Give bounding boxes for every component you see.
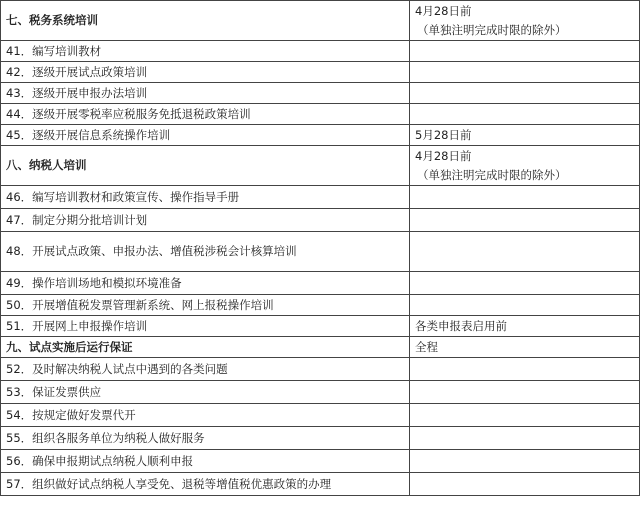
task-row	[1, 232, 640, 272]
task-row	[1, 125, 640, 146]
task-row	[1, 295, 640, 316]
deadline-cell	[410, 427, 640, 450]
section-row	[1, 1, 640, 41]
deadline-cell	[410, 381, 640, 404]
task-row	[1, 186, 640, 209]
task-row	[1, 272, 640, 295]
task-item: 57．组织做好试点纳税人享受免、退税等增值税优惠政策的办理	[1, 473, 410, 496]
task-item: 54．按规定做好发票代开	[1, 404, 410, 427]
deadline-note: （单独注明完成时限的除外）	[417, 22, 567, 37]
task-row	[1, 450, 640, 473]
task-item: 41．编写培训教材	[1, 41, 410, 62]
deadline-cell	[410, 473, 640, 496]
task-item: 51．开展网上申报操作培训	[1, 316, 410, 337]
deadline-cell	[410, 358, 640, 381]
task-item: 55．组织各服务单位为纳税人做好服务	[1, 427, 410, 450]
deadline-cell	[410, 272, 640, 295]
deadline-cell	[410, 450, 640, 473]
deadline-note: （单独注明完成时限的除外）	[417, 167, 567, 182]
deadline-cell: 各类申报表启用前	[410, 316, 640, 337]
task-item: 49．操作培训场地和模拟环境准备	[1, 272, 410, 295]
deadline-cell	[410, 232, 640, 272]
task-item: 46．编写培训教材和政策宣传、操作指导手册	[1, 186, 410, 209]
deadline-text: 4月28日前	[415, 3, 472, 18]
deadline-cell	[410, 186, 640, 209]
task-item: 52．及时解决纳税人试点中遇到的各类问题	[1, 358, 410, 381]
deadline-cell	[410, 146, 640, 186]
task-item: 56．确保申报期试点纳税人顺利申报	[1, 450, 410, 473]
section-row	[1, 337, 640, 358]
task-row	[1, 427, 640, 450]
task-row	[1, 83, 640, 104]
section-title: 七、税务系统培训	[1, 1, 410, 41]
deadline-cell	[410, 404, 640, 427]
task-item: 50．开展增值税发票管理新系统、网上报税操作培训	[1, 295, 410, 316]
deadline-cell	[410, 83, 640, 104]
task-item: 42．逐级开展试点政策培训	[1, 62, 410, 83]
task-item: 53．保证发票供应	[1, 381, 410, 404]
deadline-cell	[410, 104, 640, 125]
deadline-text: 4月28日前	[415, 148, 472, 163]
section-title: 九、试点实施后运行保证	[1, 337, 410, 358]
task-row	[1, 41, 640, 62]
task-item: 44．逐级开展零税率应税服务免抵退税政策培训	[1, 104, 410, 125]
deadline-cell	[410, 209, 640, 232]
task-row	[1, 473, 640, 496]
task-row	[1, 209, 640, 232]
deadline-cell	[410, 62, 640, 83]
task-row	[1, 358, 640, 381]
deadline-cell	[410, 295, 640, 316]
task-row	[1, 404, 640, 427]
section-title: 八、纳税人培训	[1, 146, 410, 186]
deadline-cell	[410, 41, 640, 62]
task-row	[1, 62, 640, 83]
task-item: 43．逐级开展申报办法培训	[1, 83, 410, 104]
deadline-cell	[410, 1, 640, 41]
task-row	[1, 381, 640, 404]
section-row	[1, 146, 640, 186]
task-item: 47．制定分期分批培训计划	[1, 209, 410, 232]
task-item: 45．逐级开展信息系统操作培训	[1, 125, 410, 146]
deadline-cell: 5月28日前	[410, 125, 640, 146]
task-row	[1, 316, 640, 337]
deadline-cell: 全程	[410, 337, 640, 358]
task-item: 48．开展试点政策、申报办法、增值税涉税会计核算培训	[1, 232, 410, 272]
task-row	[1, 104, 640, 125]
